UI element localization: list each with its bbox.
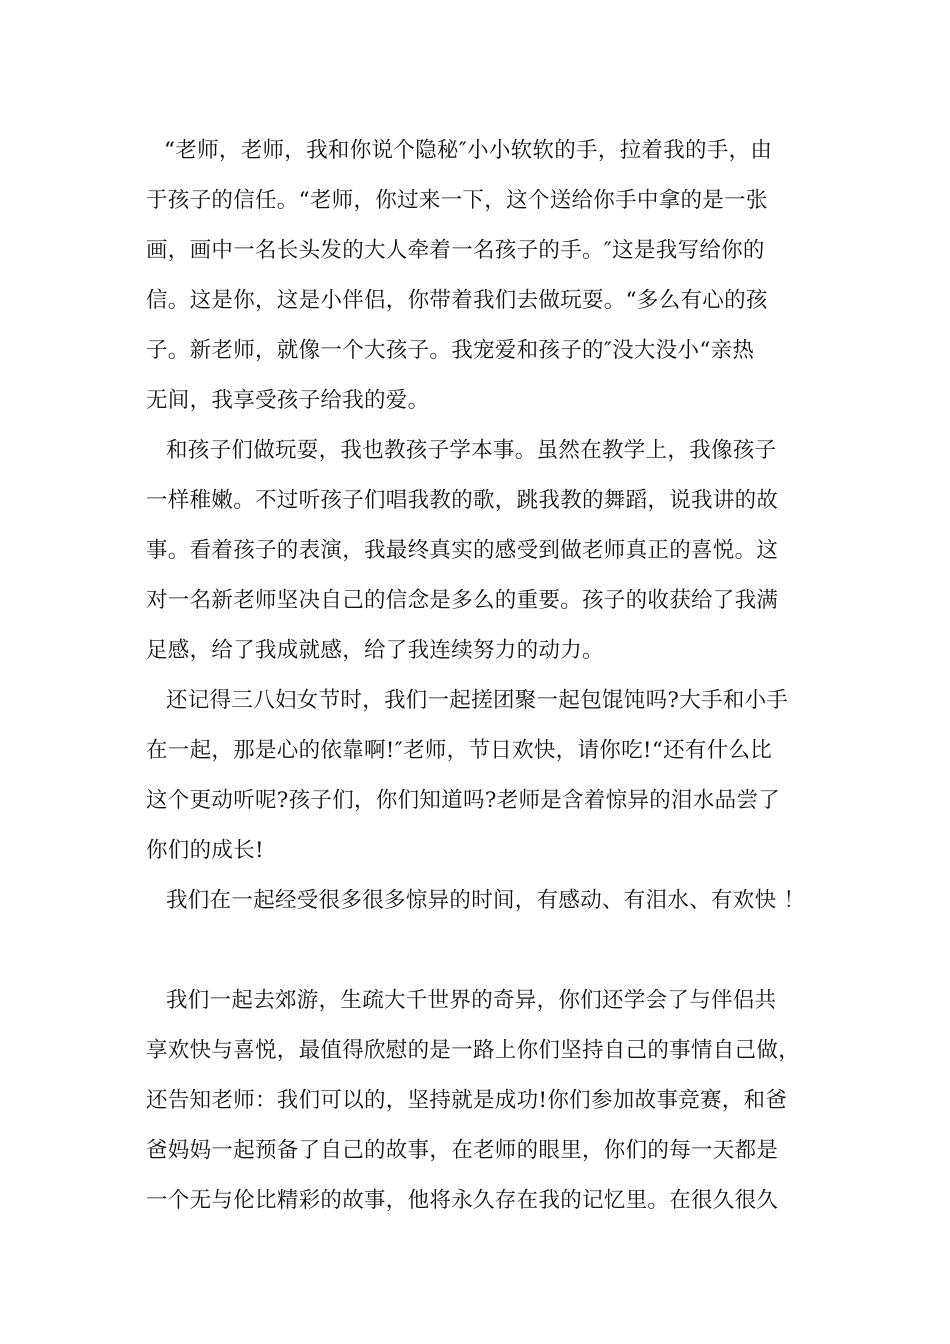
paragraph-1-line-2: 于孩子的信任。“老师，你过来一下，这个送给你手中拿的是一张 [146, 188, 768, 213]
paragraph-1-line-6: 无间，我享受孩子给我的爱。 [146, 388, 430, 413]
paragraph-5-line-1: 我们一起去郊游，生疏大千世界的奇异，你们还学会了与伴侣共 [166, 988, 777, 1013]
paragraph-3-line-3: 这个更动听呢?孩子们，你们知道吗?老师是含着惊异的泪水品尝了 [146, 788, 781, 813]
paragraph-1-line-1: “老师，老师，我和你说个隐秘″小小软软的手，拉着我的手，由 [164, 138, 773, 163]
paragraph-5-line-3: 还告知老师：我们可以的，坚持就是成功!你们参加故事竞赛，和爸 [146, 1088, 788, 1113]
paragraph-2-line-4: 对一名新老师坚决自己的信念是多么的重要。孩子的收获给了我满 [146, 588, 779, 613]
paragraph-4-line-1: 我们在一起经受很多很多惊异的时间，有感动、有泪水、有欢快 ！ [166, 888, 806, 913]
paragraph-1-line-5: 子。新老师，就像一个大孩子。我宠爱和孩子的″没大没小“亲热 [146, 338, 755, 363]
paragraph-1-line-3: 画，画中一名长头发的大人牵着一名孩子的手。″这是我写给你的 [146, 238, 765, 263]
paragraph-2-line-1: 和孩子们做玩耍，我也教孩子学本事。虽然在教学上，我像孩子 [166, 438, 777, 463]
paragraph-3-line-4: 你们的成长! [146, 838, 264, 863]
paragraph-5-line-4: 爸妈妈一起预备了自己的故事，在老师的眼里，你们的每一天都是 [146, 1138, 779, 1163]
paragraph-1-line-4: 信。这是你，这是小伴侣，你带着我们去做玩耍。“多么有心的孩 [146, 288, 768, 313]
paragraph-5-line-2: 享欢快与喜悦，最值得欣慰的是一路上你们坚持自己的事情自己做， [146, 1038, 801, 1063]
paragraph-2-line-2: 一样稚嫩。不过听孩子们唱我教的歌，跳我教的舞蹈，说我讲的故 [146, 488, 779, 513]
paragraph-5-line-5: 一个无与伦比精彩的故事，他将永久存在我的记忆里。在很久很久 [146, 1188, 779, 1213]
paragraph-3-line-2: 在一起，那是心的依靠啊!″老师，节日欢快，请你吃!“还有什么比 [146, 738, 773, 763]
paragraph-2-line-3: 事。看着孩子的表演，我最终真实的感受到做老师真正的喜悦。这 [146, 538, 779, 563]
paragraph-2-line-5: 足感，给了我成就感，给了我连续努力的动力。 [146, 638, 604, 663]
paragraph-3-line-1: 还记得三八妇女节时，我们一起搓团聚一起包馄饨吗?大手和小手 [166, 688, 789, 713]
